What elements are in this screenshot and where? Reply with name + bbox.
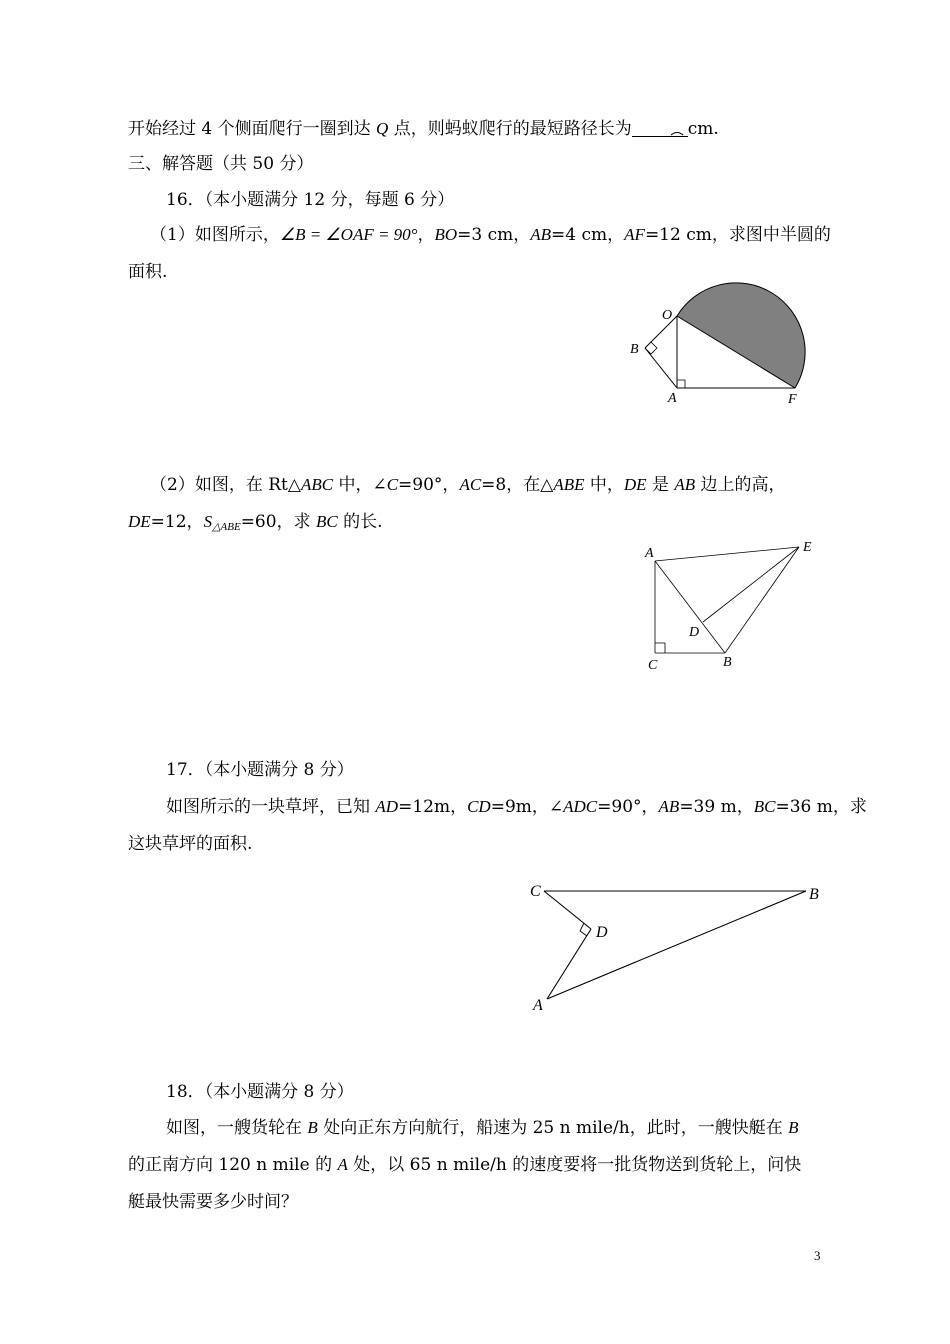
figure-lawn (520, 875, 830, 1020)
label-d: D (689, 625, 700, 640)
q16-part2-line1 (150, 473, 786, 497)
label-b: B (630, 342, 639, 357)
label-f: F (788, 392, 797, 407)
var: AC (459, 475, 482, 494)
text: 点，则蚂蚁爬行的最短路径长为 (388, 119, 632, 139)
q17-header: 17．（本小题满分 8 分） (166, 760, 354, 780)
segment-de (703, 547, 799, 622)
text: =39 m， (679, 797, 754, 817)
text: =9m，∠ (490, 797, 564, 817)
text: =90°， (398, 475, 460, 495)
text: 处向正东方向航行，船速为 25 n mile/h，此时，一艘快艇在 (317, 1118, 789, 1138)
var: AB (674, 475, 696, 494)
text: =12， (150, 512, 204, 532)
q16-part1-line2: 面积. (128, 262, 168, 282)
q17-line2: 这块草坪的面积. (128, 834, 253, 854)
var: AB (530, 225, 552, 244)
figure-triangle-abe (635, 530, 835, 680)
segment-be (725, 547, 799, 653)
text: 如图，一艘货轮在 (166, 1118, 308, 1138)
var: ABC (300, 475, 334, 494)
text: =36 m，求 (775, 797, 867, 817)
var: AD (375, 797, 399, 816)
label-b: B (723, 655, 732, 670)
var: AF (624, 225, 645, 244)
text: =8，在△ (481, 475, 554, 495)
text: ， (417, 225, 435, 245)
text: （2）如图，在 Rt△ (150, 475, 301, 495)
shaded-semicircle (677, 283, 805, 388)
angle-expr: ∠B = ∠OAF = 90° (279, 225, 418, 244)
prev-question-line (128, 117, 719, 141)
text: 处，以 65 n mile/h 的速度要将一批货物送到货轮上，问快 (347, 1155, 802, 1175)
text: =12 cm，求图中半圆的 (644, 225, 831, 245)
var: C (386, 475, 399, 494)
q18-line1 (166, 1116, 799, 1140)
var: ADC (563, 797, 598, 816)
label-e: E (803, 540, 812, 555)
label-a: A (533, 997, 543, 1014)
text: =4 cm， (551, 225, 625, 245)
section-title: 三、解答题（共 50 分） (128, 154, 314, 174)
q18-line3: 艇最快需要多少时间？ (128, 1192, 298, 1212)
text: 的正南方向 120 n mile 的 (128, 1155, 338, 1175)
var: B (788, 1118, 799, 1137)
q16-header: 16．（本小题满分 12 分，每题 6 分） (166, 190, 455, 210)
var: DE (623, 475, 647, 494)
segment-ob (645, 316, 677, 348)
text: （1）如图所示， (150, 225, 280, 245)
answer-blank[interactable] (632, 119, 688, 137)
segment-ba (645, 348, 677, 388)
label-c: C (648, 658, 658, 673)
segment-da (547, 929, 591, 999)
text: =60，求 (240, 512, 316, 532)
label-a: A (645, 546, 654, 561)
q16-part1-line1 (150, 223, 831, 247)
q17-line1 (166, 795, 867, 819)
text: 边上的高， (695, 475, 786, 495)
label-d: D (596, 924, 608, 941)
text: 中， (584, 475, 624, 495)
var: A (337, 1155, 348, 1174)
var: B (307, 1118, 318, 1137)
q18-line2 (128, 1153, 801, 1177)
label-b: B (809, 886, 819, 903)
var: AB (658, 797, 680, 816)
subscript: △ABE (212, 521, 241, 533)
label-o: O (662, 308, 673, 323)
var: S (203, 512, 213, 531)
page-number: 3 (814, 1248, 821, 1263)
text: 开始经过 4 个侧面爬行一圈到达 (128, 119, 377, 139)
text: 的长. (337, 512, 383, 532)
text: 如图所示的一块草坪，已知 (166, 797, 376, 817)
label-c: C (530, 883, 541, 900)
var: ABE (553, 475, 585, 494)
text: =3 cm， (457, 225, 531, 245)
var: BO (434, 225, 458, 244)
var: DE (128, 512, 151, 531)
segment-ae (655, 547, 799, 561)
var: CD (467, 797, 491, 816)
q18-header: 18．（本小题满分 8 分） (166, 1082, 354, 1102)
var: BC (753, 797, 776, 816)
right-angle-mark-b (645, 342, 657, 354)
figure-semicircle (620, 280, 820, 410)
segment-ab (547, 891, 806, 999)
label-a: A (668, 391, 677, 406)
text: 中，∠ (333, 475, 387, 495)
right-angle-mark-c (655, 643, 665, 653)
arc-mark-icon (670, 130, 684, 136)
text: cm. (687, 119, 719, 139)
q16-part2-line2 (128, 510, 383, 539)
var: BC (315, 512, 338, 531)
text: =90°， (597, 797, 659, 817)
var-q: Q (376, 119, 389, 138)
text: 是 (646, 475, 675, 495)
text: =12m， (398, 797, 468, 817)
right-angle-mark-a (677, 380, 685, 388)
